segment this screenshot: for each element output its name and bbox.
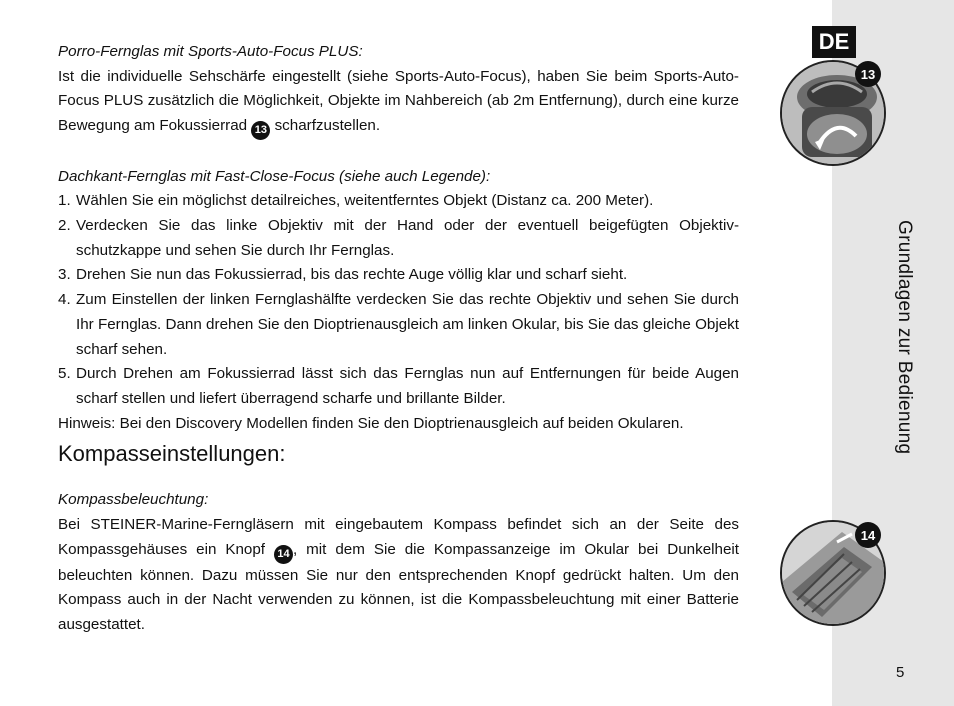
- step-item: [58, 263, 739, 288]
- dachkant-note: Hinweis: Bei den Discovery Modellen finden Sie den Dioptrienausgleich auf beiden Okularen.: [58, 414, 684, 432]
- page-number: 5: [896, 664, 905, 681]
- step-number: 5.: [58, 365, 71, 383]
- step-number: 2.: [58, 217, 71, 235]
- porro-title: Porro-Fernglas mit Sports-Auto-Focus PLUS:: [58, 43, 363, 60]
- step-number: 3.: [58, 266, 71, 284]
- step-text: Wählen Sie ein möglichst detailreiches, weitentferntes Objekt (Distanz ca. 200 Meter).: [76, 192, 654, 210]
- step-item: [58, 214, 739, 263]
- porro-text-before: Ist die individuelle Sehschärfe eingestellt (siehe Sports-Auto-Focus), haben Sie beim Sports-Auto-Focus PLUS zusätzlich die Möglichkeit, Objekte im Nahbereich (ab 2m Entfernung), durch eine kurze Bewegung am Fokussierrad: [58, 67, 739, 135]
- step-item: [58, 288, 739, 362]
- step-item: [58, 189, 739, 214]
- kompass-subtitle: Kompassbeleuchtung:: [58, 491, 209, 509]
- porro-text-after: scharfzustellen.: [274, 117, 381, 135]
- step-number: 4.: [58, 291, 71, 309]
- ref-14-icon: 14: [274, 545, 293, 564]
- spacer: [58, 474, 739, 488]
- dachkant-title: Dachkant-Fernglas mit Fast-Close-Focus (siehe auch Legende):: [58, 167, 491, 185]
- step-number: 1.: [58, 192, 71, 210]
- dachkant-steps: [58, 189, 739, 411]
- kompass-text-before: Bei STEINER-Marine-Ferngläsern mit eingebautem Kompass befindet sich an der Seite des Kompassgehäuses ein Knopf: [58, 516, 739, 558]
- spacer: [58, 140, 739, 165]
- ref-13-icon: 13: [251, 121, 270, 140]
- porro-text: [58, 65, 739, 140]
- main-content: [58, 40, 739, 638]
- step-item: [58, 362, 739, 411]
- section-title: Grundlagen zur Bedienung: [894, 220, 915, 455]
- figure-13-badge: 13: [855, 61, 881, 87]
- kompass-text: [58, 513, 739, 638]
- figure-14-badge: 14: [855, 522, 881, 548]
- step-text: Drehen Sie nun das Fokussierrad, bis das rechte Auge völlig klar und scharf sieht.: [76, 266, 628, 284]
- kompass-heading: Kompasseinstellungen:: [58, 441, 286, 467]
- step-text: Durch Drehen am Fokussierrad lässt sich das Fernglas nun auf Entfernungen für beide Augen scharf stellen und liefert überragend scharfe und brillante Bilder.: [76, 365, 739, 407]
- language-tab: DE: [812, 26, 856, 58]
- step-text: Zum Einstellen der linken Fernglashälfte verdecken Sie das rechte Objektiv und sehen Sie durch Ihr Fernglas. Dann drehen Sie den Dioptrienausgleich am linken Okular, bis Sie das gleiche Objekt scharf sehen.: [76, 291, 739, 358]
- step-text: Verdecken Sie das linke Objektiv mit der Hand oder der eventuell beigefügten Objektiv-schutzkappe und sehen Sie durch Ihr Fernglas.: [76, 217, 739, 259]
- kompass-text-after: , mit dem Sie die Kompassanzeige im Okular bei Dunkelheit beleuchten können. Dazu müssen Sie nur den entsprechenden Knopf gedrückt halten. Um den Kompass auch in der Nacht verwenden zu können, ist die Kompassbeleuchtung mit einer Batterie ausgestattet.: [58, 540, 739, 634]
